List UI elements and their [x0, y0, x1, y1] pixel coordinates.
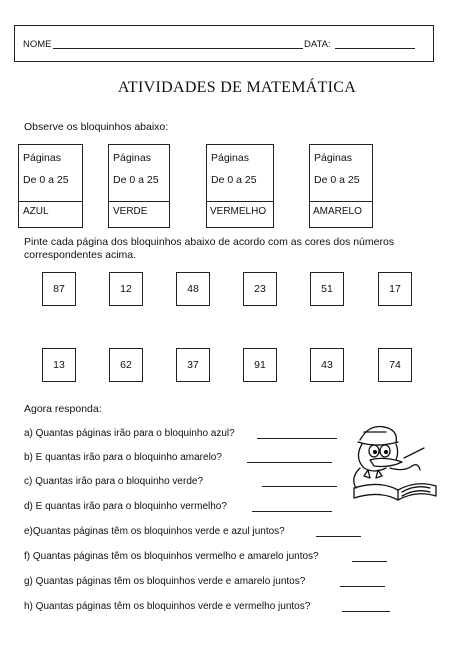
name-date-header [14, 25, 434, 62]
date-field[interactable] [335, 48, 415, 49]
question-h: h) Quantas páginas têm os bloquinhos verde e vermelho juntos? [24, 601, 311, 612]
question-a: a) Quantas páginas irão para o bloquinho azul? [24, 428, 235, 439]
block-pages-label: Páginas [314, 152, 352, 164]
number-box[interactable]: 91 [243, 348, 277, 382]
number-box[interactable]: 13 [42, 348, 76, 382]
answer-line-h[interactable] [342, 611, 390, 612]
block-amarelo [309, 144, 373, 202]
number-box[interactable]: 37 [176, 348, 210, 382]
question-f: f) Quantas páginas têm os bloquinhos vermelho e amarelo juntos? [24, 551, 319, 562]
block-azul [18, 144, 83, 202]
block-range-label: De 0 a 25 [23, 174, 69, 186]
block-color-label: VERMELHO [210, 206, 267, 217]
number-box[interactable]: 43 [310, 348, 344, 382]
block-vermelho-color [206, 200, 274, 228]
number-box[interactable]: 17 [378, 272, 412, 306]
block-pages-label: Páginas [113, 152, 151, 164]
answer-prompt: Agora responda: [24, 403, 102, 415]
number-box[interactable]: 23 [243, 272, 277, 306]
instruction-observe: Observe os bloquinhos abaixo: [24, 121, 169, 133]
block-amarelo-color [309, 200, 373, 228]
instruction-paint-line1: Pinte cada página dos bloquinhos abaixo de acordo com as cores dos números [24, 236, 395, 248]
number-box[interactable]: 12 [109, 272, 143, 306]
block-range-label: De 0 a 25 [211, 174, 257, 186]
block-vermelho [206, 144, 274, 202]
answer-line-f[interactable] [352, 561, 387, 562]
block-pages-label: Páginas [211, 152, 249, 164]
answer-line-a[interactable] [257, 438, 337, 439]
answer-line-c[interactable] [262, 486, 337, 487]
number-box[interactable]: 87 [42, 272, 76, 306]
question-e: e)Quantas páginas têm os bloquinhos verde e azul juntos? [24, 526, 285, 537]
answer-line-b[interactable] [247, 462, 332, 463]
name-field[interactable] [53, 48, 303, 49]
number-box[interactable]: 74 [378, 348, 412, 382]
answer-line-e[interactable] [316, 536, 361, 537]
number-box[interactable]: 51 [310, 272, 344, 306]
question-c: c) Quantas irão para o bloquinho verde? [24, 476, 204, 487]
block-verde-color [108, 200, 170, 228]
number-box[interactable]: 48 [176, 272, 210, 306]
block-color-label: AMARELO [313, 206, 362, 217]
block-range-label: De 0 a 25 [113, 174, 159, 186]
block-color-label: AZUL [23, 206, 49, 217]
name-label: NOME [23, 39, 52, 50]
page-title: ATIVIDADES DE MATEMÁTICA [117, 79, 357, 96]
instruction-paint-line2: correspondentes acima. [24, 249, 137, 261]
donald-duck-studying-icon [340, 418, 440, 506]
date-label: DATA: [304, 39, 331, 50]
block-pages-label: Páginas [23, 152, 61, 164]
block-color-label: VERDE [113, 206, 148, 217]
answer-line-g[interactable] [340, 586, 385, 587]
question-g: g) Quantas páginas têm os bloquinhos verde e amarelo juntos? [24, 576, 306, 587]
question-b: b) E quantas irão para o bloquinho amarelo? [24, 452, 222, 463]
question-d: d) E quantas irão para o bloquinho vermelho? [24, 501, 227, 512]
number-box[interactable]: 62 [109, 348, 143, 382]
block-verde [108, 144, 170, 202]
answer-line-d[interactable] [252, 511, 332, 512]
block-azul-color [18, 200, 83, 228]
block-range-label: De 0 a 25 [314, 174, 360, 186]
